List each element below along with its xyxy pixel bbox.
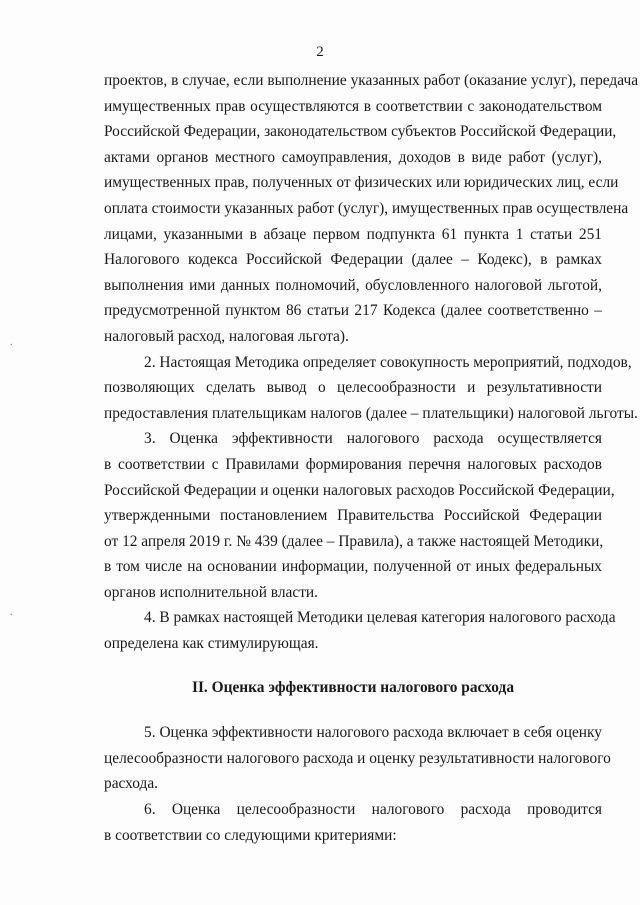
text-line: налоговый расход, налоговая льгота).	[104, 327, 349, 345]
text-line: органов исполнительной власти.	[104, 583, 319, 601]
text-line: утвержденными постановлением Правительства Российской Федерации	[104, 507, 602, 525]
paragraph-5	[104, 720, 611, 797]
text-line: 6. Оценка целесообразности налогового расхода проводится	[144, 801, 602, 819]
text-line: 3. Оценка эффективности налогового расхода осуществляется	[144, 430, 602, 448]
text-line: выполнения ими данных полномочий, обусловленного налоговой льготой,	[104, 276, 602, 294]
paragraph-1	[104, 68, 639, 350]
text-line: имущественных прав, полученных от физических или юридических лиц, если	[104, 174, 619, 192]
paragraph-4	[104, 605, 616, 656]
text-line: имущественных прав осуществляются в соответствии с законодательством	[104, 97, 602, 115]
paragraph-2	[104, 350, 638, 427]
text-line: целесообразности налогового расхода и оценку результативности налогового	[104, 749, 611, 767]
paragraph-3	[104, 426, 615, 605]
text-line: определена как стимулирующая.	[104, 635, 319, 653]
paragraph-6	[104, 797, 602, 848]
text-line: в том числе на основании информации, полученной от иных федеральных	[104, 558, 602, 576]
text-line: 2. Настоящая Методика определяет совокупность мероприятий, подходов,	[144, 353, 632, 371]
text-line: в соответствии с Правилами формирования перечня налоговых расходов	[104, 455, 602, 473]
text-line: от 12 апреля 2019 г. № 439 (далее – Правила), а также настоящей Методики,	[104, 532, 604, 550]
text-line: расхода.	[104, 775, 159, 793]
section-heading: II. Оценка эффективности налогового расхода	[191, 678, 515, 696]
text-line: лицами, указанными в абзаце первом подпункта 61 пункта 1 статьи 251	[104, 225, 602, 243]
text-line: 4. В рамках настоящей Методики целевая категория налогового расхода	[144, 609, 616, 627]
text-line: Налогового кодекса Российской Федерации (далее – Кодекс), в рамках	[104, 251, 602, 269]
document-body	[104, 68, 639, 848]
text-line: актами органов местного самоуправления, доходов в виде работ (услуг),	[104, 148, 602, 166]
margin-mark: .	[10, 607, 13, 618]
text-line: предоставления плательщикам налогов (далее – плательщики) налоговой льготы.	[104, 404, 638, 422]
text-line: позволяющих сделать вывод о целесообразности и результативности	[104, 379, 602, 397]
text-line: проектов, в случае, если выполнение указанных работ (оказание услуг), передача	[104, 72, 639, 89]
text-line: Российской Федерации и оценки налоговых расходов Российской Федерации,	[104, 481, 615, 499]
text-line: 5. Оценка эффективности налогового расхода включает в себя оценку	[144, 724, 602, 742]
page-number: 2	[316, 44, 324, 60]
text-line: предусмотренной пунктом 86 статьи 217 Кодекса (далее соответственно –	[104, 302, 602, 320]
margin-mark: .	[10, 337, 13, 348]
text-line: оплата стоимости указанных работ (услуг), имущественных прав осуществлена	[104, 199, 629, 217]
text-line: в соответствии со следующими критериями:	[104, 826, 397, 844]
text-line: Российской Федерации, законодательством субъектов Российской Федерации,	[104, 123, 617, 141]
